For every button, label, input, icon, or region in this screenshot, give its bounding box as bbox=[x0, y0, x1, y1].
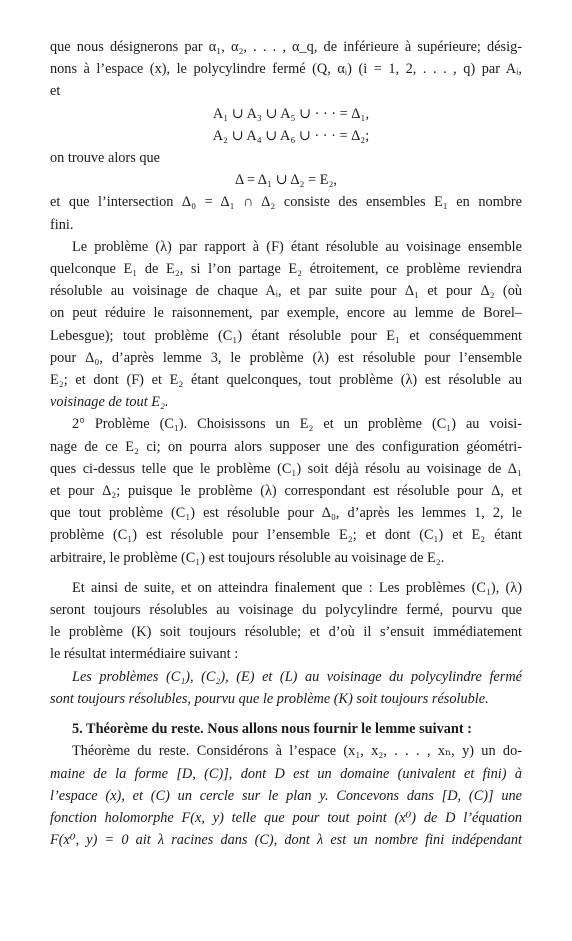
text-line: arbitraire, le problème (C₁) est toujours résoluble au voisinage de E₂. bbox=[50, 549, 445, 566]
text-line: fini. bbox=[50, 216, 74, 233]
paragraph-gap bbox=[50, 710, 522, 718]
section-heading: 5. Théorème du reste. Nous allons nous fournir le lemme suivant : bbox=[72, 721, 472, 738]
text-line: on trouve alors que bbox=[50, 150, 160, 167]
text-line: nage de ce E₂ ci; on pourra alors supposer une des configuration géométri- bbox=[50, 438, 522, 455]
equation: Δ = Δ₁ ∪ Δ₂ = E₂, bbox=[234, 172, 338, 189]
text-line: seront toujours résolubles au voisinage du polycylindre fermé, pourvu que bbox=[50, 602, 522, 619]
text-line: ques ci-dessus telle que le problème (C₁) soit déjà résolu au voisinage de Δ₁ bbox=[50, 460, 522, 477]
text-line: et bbox=[50, 83, 61, 100]
text-line: Lebesgue); tout problème (C₁) étant résoluble pour E₁ et conséquemment bbox=[50, 327, 522, 344]
text-line: Les problèmes (C₁), (C₂), (E) et (L) au voisinage du polycylindre fermé bbox=[72, 668, 522, 685]
text-line: problème (C₁) est résoluble pour l’ensemble E₂; et dont (C₁) et E₂ étant bbox=[50, 527, 522, 544]
text-line: le problème (K) soit toujours résoluble; et d’où il s’ensuit immédiatement bbox=[50, 624, 522, 641]
text-line: on peut réduire le raisonnement, par exemple, encore au lemme de Borel– bbox=[50, 305, 522, 322]
text-line: et pour Δ₂; puisque le problème (λ) correspondant est résoluble pour Δ, et bbox=[50, 483, 522, 500]
text-line: l’espace (x), et (C) un cercle sur le plan y. Concevons dans [D, (C)] une bbox=[50, 787, 522, 804]
text-line: quelconque E₁ de E₂, si l’on partage E₂ étroitement, ce problème reviendra bbox=[50, 261, 522, 278]
text-line: voisinage de tout E₂. bbox=[50, 394, 169, 411]
text-line: le résultat intermédiaire suivant : bbox=[50, 646, 239, 663]
text-line: sont toujours résolubles, pourvu que le problème (K) soit toujours résoluble. bbox=[50, 690, 489, 707]
text-line: Et ainsi de suite, et on atteindra finalement que : Les problèmes (C₁), (λ) bbox=[72, 579, 522, 596]
paragraph-gap bbox=[50, 569, 522, 577]
text-line: pour Δ₀, d’après lemme 3, le problème (λ) est résoluble pour l’ensemble bbox=[50, 349, 522, 366]
text-line: Le problème (λ) par rapport à (F) étant résoluble au voisinage ensemble bbox=[72, 238, 522, 255]
text-line: que tout problème (C₁) est résoluble pour Δ₀, d’après les lemmes 1, 2, le bbox=[50, 505, 522, 522]
text-line: résoluble au voisinage de chaque Aᵢ, et par suite pour Δ₁ et pour Δ₂ (où bbox=[50, 283, 522, 300]
text-line: Théorème du reste. Considérons à l’espace (x₁, x₂, . . . , xₙ, y) un do- bbox=[72, 743, 522, 760]
text-line: maine de la forme [D, (C)], dont D est un domaine (univalent et fini) à bbox=[50, 765, 522, 782]
text-line: nons à l’espace (x), le polycylindre fermé (Q, αᵢ) (i = 1, 2, . . . , q) par Aᵢ, bbox=[50, 61, 522, 78]
text-line: et que l’intersection Δ₀ = Δ₁ ∩ Δ₂ consiste des ensembles E₁ en nombre bbox=[50, 194, 522, 211]
text-line: fonction holomorphe F(x, y) telle que pour tout point (x⁰) de D l’équation bbox=[50, 809, 522, 826]
equation: A₂ ∪ A₄ ∪ A₆ ∪ · · · = Δ₂; bbox=[212, 127, 370, 144]
text-line: que nous désignerons par α₁, α₂, . . . , α_q, de inférieure à supérieure; désig- bbox=[50, 39, 522, 55]
equation: A₁ ∪ A₃ ∪ A₅ ∪ · · · = Δ₁, bbox=[212, 105, 370, 122]
text-line: F(x⁰, y) = 0 ait λ racines dans (C), dont λ est un nombre fini indépendant bbox=[50, 832, 522, 849]
text-line: 2° Problème (C₁). Choisissons un E₂ et un problème (C₁) au voisi- bbox=[72, 416, 522, 433]
text-line: E₂; et dont (F) et E₂ étant quelconques, tout problème (λ) est résoluble au bbox=[50, 372, 522, 389]
